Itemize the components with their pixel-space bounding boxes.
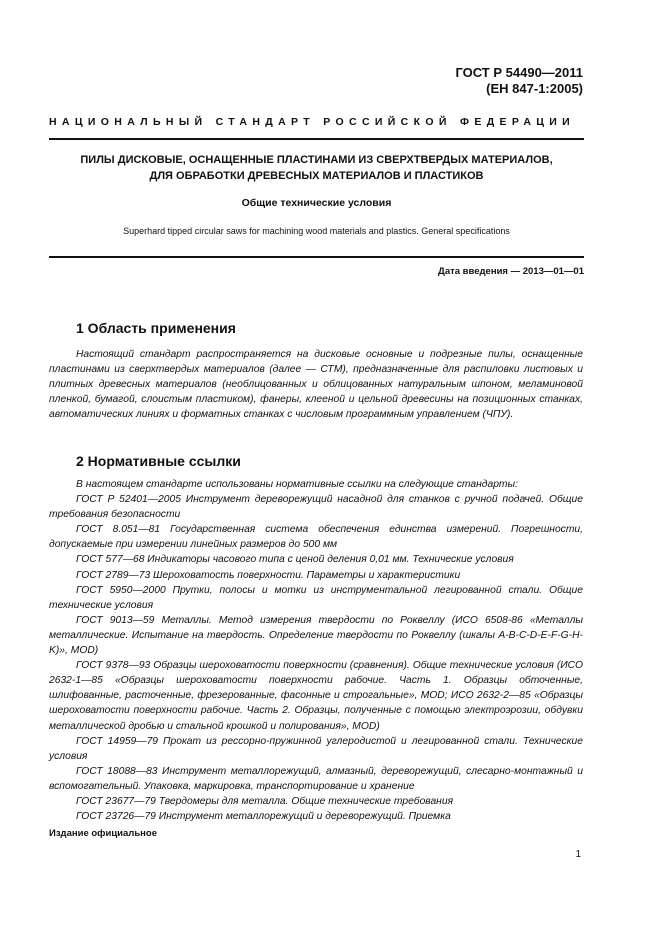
section-1-paragraph: Настоящий стандарт распространяется на дисковые основные и подрезные пилы, оснащенные пластинами из сверхтвердых материалов (далее — СТМ), предназначенные для распиловки листовых и плитных древесных материалов (необлицованных и облицованных натуральным шпоном, меламиновой пленкой, бумагой, слоистым пластиком), фанеры, клееной и цельной древесины на позиционных станках, автоматических линиях и форматных станках с числовым программным управлением (ЧПУ). bbox=[49, 349, 583, 421]
header-rule bbox=[49, 138, 584, 140]
reference-paragraph: ГОСТ 2789—73 Шероховатость поверхности. Параметры и характеристики bbox=[76, 569, 461, 581]
reference-paragraph: ГОСТ Р 52401—2005 Инструмент дереворежущий насадной для станков с ручной подачей. Общие требования безопасности bbox=[49, 494, 583, 521]
standard-number: ГОСТ Р 54490—2011 bbox=[455, 65, 583, 80]
title-line-1: ПИЛЫ ДИСКОВЫЕ, ОСНАЩЕННЫЕ ПЛАСТИНАМИ ИЗ СВЕРХТВЕРДЫХ МАТЕРИАЛОВ, bbox=[80, 154, 553, 166]
english-title: Superhard tipped circular saws for machining wood materials and plastics. General specifications bbox=[123, 226, 510, 236]
reference-paragraph: ГОСТ 23726—79 Инструмент металлорежущий и дереворежущий. Приемка bbox=[76, 811, 451, 823]
section-1-body bbox=[49, 347, 583, 422]
section-2-heading: 2 Нормативные ссылки bbox=[76, 453, 241, 469]
reference-paragraph: ГОСТ 8.051—81 Государственная система обеспечения единства измерений. Погрешности, допускаемые при измерении линейных размеров до 500 мм bbox=[49, 524, 583, 551]
document-subtitle: Общие технические условия bbox=[241, 197, 392, 209]
reference-paragraph: ГОСТ 9378—93 Образцы шероховатости поверхности (сравнения). Общие технические условия (ИСО 2632-1—85 «Образцы шероховатости поверхности рабочие. Часть 1. Образцы обточенные, шлифованные, расточенные, фрезерованные, фасонные и строгальные», MOD; ИСО 2632-2—85 «Образцы шероховатости поверхности рабочие. Часть 2. Образцы, полученные с помощью электроэрозии, обдувки металлической дробью и стальной крошкой и полирования», MOD) bbox=[49, 660, 583, 732]
title-rule bbox=[49, 256, 584, 258]
document-title bbox=[49, 153, 584, 184]
section-2-body bbox=[49, 477, 583, 824]
reference-paragraph: ГОСТ 23677—79 Твердомеры для металла. Общие технические требования bbox=[76, 795, 454, 807]
official-edition-note: Издание официальное bbox=[49, 828, 157, 839]
reference-paragraph: ГОСТ 577—68 Индикаторы часового типа с ценой деления 0,01 мм. Технические условия bbox=[76, 554, 514, 566]
standard-equivalent: (ЕН 847-1:2005) bbox=[486, 81, 583, 96]
section-1-heading: 1 Область применения bbox=[76, 320, 236, 336]
reference-paragraph: ГОСТ 9013—59 Металлы. Метод измерения твердости по Роквеллу (ИСО 6508-86 «Металлы металлические. Испытание на твердость. Определение твердости по Роквеллу (шкалы A-B-C-D-E-F-G-H-K)», MOD) bbox=[49, 614, 583, 657]
reference-paragraph: ГОСТ 14959—79 Прокат из рессорно-пружинной углеродистой и легированной стали. Технические условия bbox=[49, 735, 583, 762]
reference-paragraph: ГОСТ 5950—2000 Прутки, полосы и мотки из инструментальной легированной стали. Общие технические условия bbox=[49, 584, 583, 611]
page-number: 1 bbox=[575, 849, 581, 860]
reference-paragraph: В настоящем стандарте использованы нормативные ссылки на следующие стандарты: bbox=[76, 479, 518, 490]
title-line-2: ДЛЯ ОБРАБОТКИ ДРЕВЕСНЫХ МАТЕРИАЛОВ И ПЛАСТИКОВ bbox=[149, 169, 484, 182]
reference-paragraph: ГОСТ 18088—83 Инструмент металлорежущий, алмазный, дереворежущий, слесарно-монтажный и вспомогательный. Упаковка, маркировка, транспортирование и хранение bbox=[49, 765, 583, 792]
effective-date: Дата введения — 2013—01—01 bbox=[438, 266, 584, 277]
standard-code bbox=[455, 65, 583, 97]
national-standard-banner: НАЦИОНАЛЬНЫЙ СТАНДАРТ РОССИЙСКОЙ ФЕДЕРАЦИИ bbox=[49, 116, 576, 128]
